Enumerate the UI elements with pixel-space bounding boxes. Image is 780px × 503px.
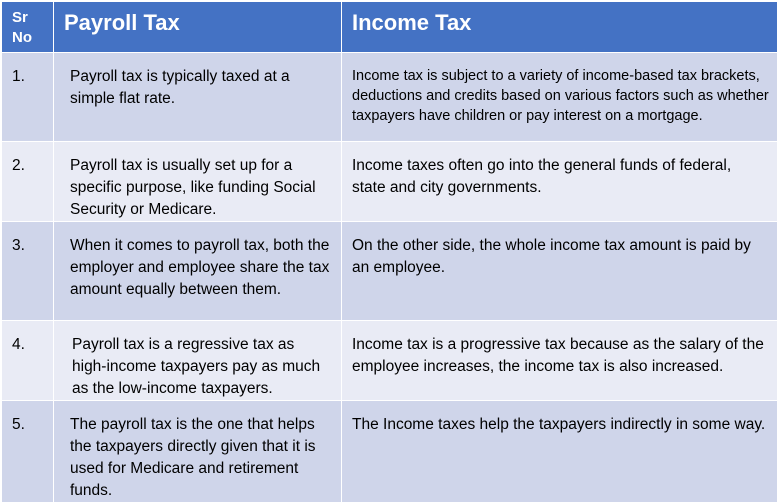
income-cell: Income taxes often go into the general funds of federal, state and city governments.: [342, 142, 778, 222]
row-number: 2.: [2, 142, 54, 222]
row-number: 3.: [2, 222, 54, 321]
header-sr-no-label: Sr No: [12, 9, 32, 46]
payroll-cell: The payroll tax is the one that helps the taxpayers directly given that it is used for Medicare and retirement funds.: [54, 401, 342, 503]
header-payroll-tax: Payroll Tax: [54, 2, 342, 53]
comparison-table: [1, 1, 778, 503]
header-row: [2, 2, 778, 53]
income-cell: Income tax is a progressive tax because as the salary of the employee increases, the income tax is also increased.: [342, 321, 778, 401]
table-row: [2, 142, 778, 222]
row-number: 4.: [2, 321, 54, 401]
income-cell: The Income taxes help the taxpayers indirectly in some way.: [342, 401, 778, 503]
row-number: 5.: [2, 401, 54, 503]
table-row: [2, 222, 778, 321]
table-row: [2, 401, 778, 503]
payroll-cell: Payroll tax is a regressive tax as high-income taxpayers pay as much as the low-income taxpayers.: [54, 321, 342, 401]
row-number: 1.: [2, 53, 54, 142]
header-income-tax: Income Tax: [342, 2, 778, 53]
income-cell: On the other side, the whole income tax amount is paid by an employee.: [342, 222, 778, 321]
income-cell: Income tax is subject to a variety of income-based tax brackets, deductions and credits based on various factors such as whether taxpayers have children or pay interest on a mortgage.: [342, 53, 778, 142]
payroll-cell: When it comes to payroll tax, both the employer and employee share the tax amount equally between them.: [54, 222, 342, 321]
table-row: [2, 321, 778, 401]
header-sr-no: [2, 2, 54, 53]
table-row: [2, 53, 778, 142]
payroll-cell: Payroll tax is typically taxed at a simple flat rate.: [54, 53, 342, 142]
payroll-cell: Payroll tax is usually set up for a specific purpose, like funding Social Security or Medicare.: [54, 142, 342, 222]
